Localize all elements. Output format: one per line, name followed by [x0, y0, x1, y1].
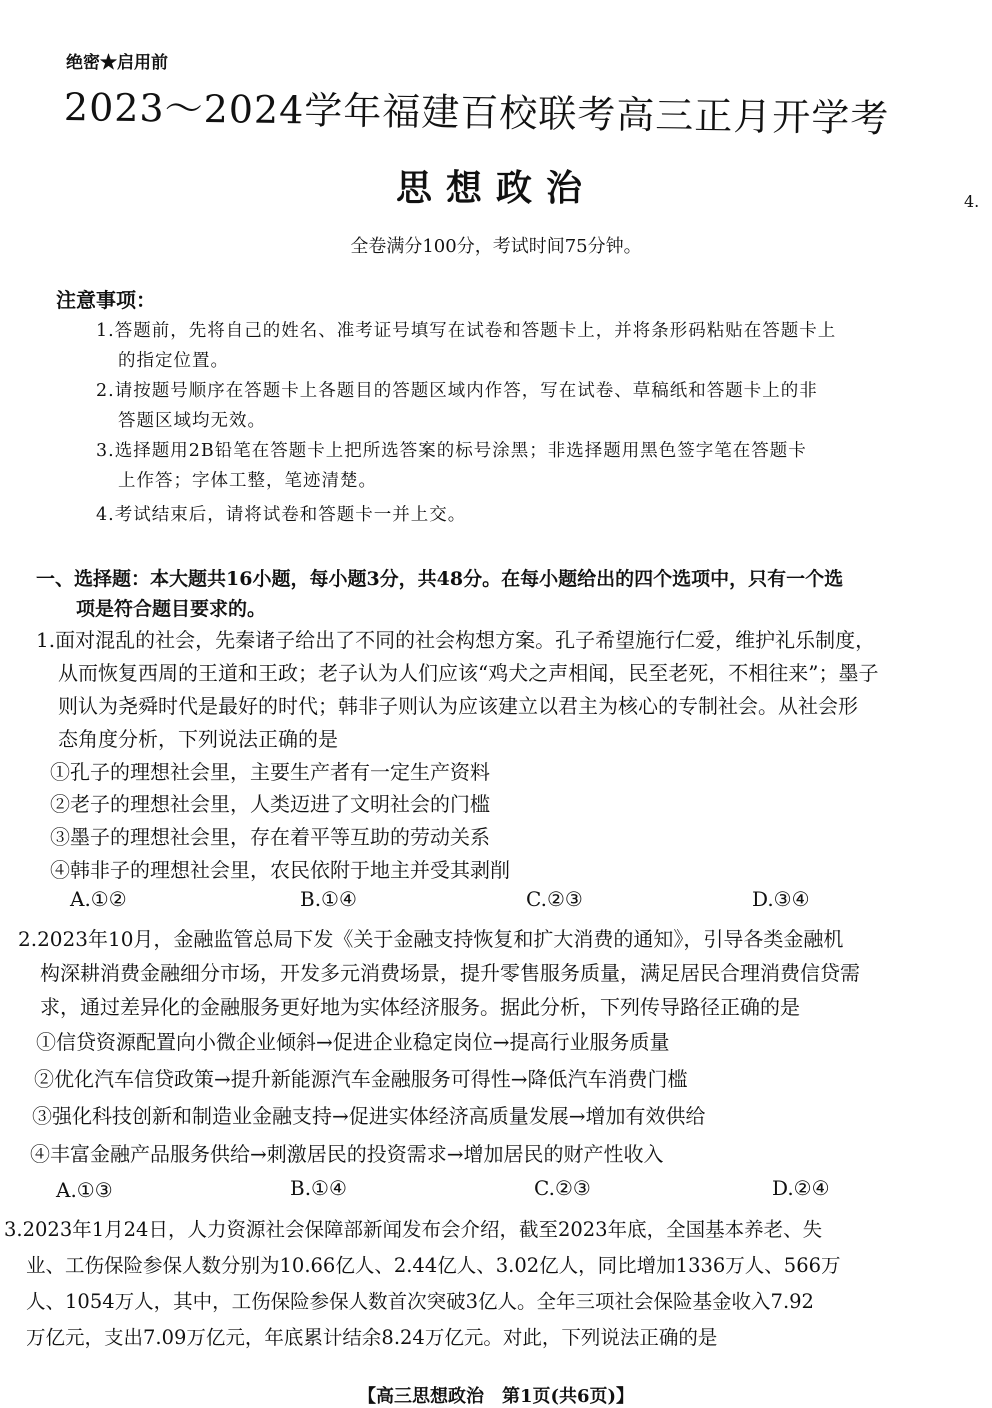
notice-line: 2.请按题号顺序在答题卡上各题目的答题区域内作答，写在试卷、草稿纸和答题卡上的非	[96, 381, 818, 401]
notice-heading: 注意事项：	[56, 288, 156, 312]
question-1-choice-d[interactable]: D.③④	[752, 887, 810, 911]
exam-info: 全卷满分100分，考试时间75分钟。	[350, 236, 642, 257]
question-1-choice-c[interactable]: C.②③	[526, 887, 583, 911]
subject-title: 思想政治	[395, 167, 596, 209]
notice-line: 的指定位置。	[118, 351, 229, 371]
stem-line: 求，通过差异化的金融服务更好地为实体经济服务。据此分析，下列传导路径正确的是	[40, 995, 800, 1019]
section-heading	[36, 564, 936, 624]
stem-line: 1.面对混乱的社会，先秦诸子给出了不同的社会构想方案。孔子希望施行仁爱，维护礼乐制度，	[36, 628, 876, 652]
stem-line: 从而恢复西周的王道和王政；老子认为人们应该“鸡犬之声相闻，民至老死，不相往来”；墨子	[58, 661, 879, 685]
section-line: 项是符合题目要求的。	[76, 598, 267, 620]
notice-item	[96, 436, 916, 496]
question-2-choice-d[interactable]: D.②④	[772, 1176, 830, 1200]
question-2-option-3: ③强化科技创新和制造业金融支持→促进实体经济高质量发展→增加有效供给	[32, 1104, 706, 1128]
notice-item	[96, 500, 916, 530]
stem-line: 则认为尧舜时代是最好的时代；韩非子则认为应该建立以君主为核心的专制社会。从社会形	[58, 694, 858, 718]
question-2-stem	[18, 922, 860, 1024]
question-1-choice-b[interactable]: B.①④	[300, 887, 357, 911]
question-2-option-1: ①信贷资源配置向小微企业倾斜→促进企业稳定岗位→提高行业服务质量	[36, 1030, 670, 1054]
notice-item	[96, 376, 916, 436]
stem-line: 构深耕消费金融细分市场，开发多元消费场景，提升零售服务质量，满足居民合理消费信贷需	[40, 961, 860, 985]
notice-item	[96, 316, 916, 376]
question-1-stem	[36, 624, 878, 756]
exam-title: 2023～2024学年福建百校联考高三正月开学考	[63, 85, 890, 141]
notice-line: 3.选择题用2B铅笔在答题卡上把所选答案的标号涂黑；非选择题用黑色签字笔在答题卡	[96, 441, 807, 461]
stem-line: 2.2023年10月，金融监管总局下发《关于金融支持恢复和扩大消费的通知》，引导各类金融机	[18, 927, 844, 951]
stem-line: 万亿元，支出7.09万亿元，年底累计结余8.24万亿元。对此，下列说法正确的是	[26, 1326, 718, 1349]
question-2-option-2: ②优化汽车信贷政策→提升新能源汽车金融服务可得性→降低汽车消费门槛	[34, 1067, 688, 1091]
notice-line: 答题区域均无效。	[118, 411, 266, 431]
question-1-choice-a[interactable]: A.①②	[70, 887, 127, 911]
section-line: 一、选择题：本大题共16小题，每小题3分，共48分。在每小题给出的四个选项中，只有一个选	[36, 568, 844, 590]
stem-line: 业、工伤保险参保人数分别为10.66亿人、2.44亿人、3.02亿人，同比增加1336万人、566万	[26, 1254, 841, 1277]
edge-mark: 4.	[964, 192, 980, 211]
question-1-option-3: ③墨子的理想社会里，存在着平等互助的劳动关系	[50, 825, 490, 849]
question-3-stem	[4, 1212, 841, 1356]
confidential-label: 绝密★启用前	[66, 53, 168, 73]
page-footer: 【高三思想政治 第1页(共6页)】	[357, 1386, 635, 1407]
notice-line: 4.考试结束后，请将试卷和答题卡一并上交。	[96, 505, 467, 525]
stem-line: 人、1054万人，其中，工伤保险参保人数首次突破3亿人。全年三项社会保险基金收入7.92	[26, 1290, 814, 1313]
stem-line: 态角度分析，下列说法正确的是	[58, 727, 338, 751]
notice-line: 1.答题前，先将自己的姓名、准考证号填写在试卷和答题卡上，并将条形码粘贴在答题卡上	[96, 321, 837, 341]
question-1-option-2: ②老子的理想社会里，人类迈进了文明社会的门槛	[50, 792, 490, 816]
notice-line: 上作答；字体工整，笔迹清楚。	[118, 471, 377, 491]
question-2-option-4: ④丰富金融产品服务供给→刺激居民的投资需求→增加居民的财产性收入	[30, 1142, 664, 1166]
stem-line: 3.2023年1月24日，人力资源社会保障部新闻发布会介绍，截至2023年底，全国基本养老、失	[4, 1218, 823, 1241]
question-1-option-4: ④韩非子的理想社会里，农民依附于地主并受其剥削	[50, 858, 510, 882]
question-2-choice-c[interactable]: C.②③	[534, 1176, 591, 1200]
question-1-option-1: ①孔子的理想社会里，主要生产者有一定生产资料	[50, 760, 490, 784]
question-2-choice-b[interactable]: B.①④	[290, 1176, 347, 1200]
question-2-choice-a[interactable]: A.①③	[56, 1178, 113, 1202]
